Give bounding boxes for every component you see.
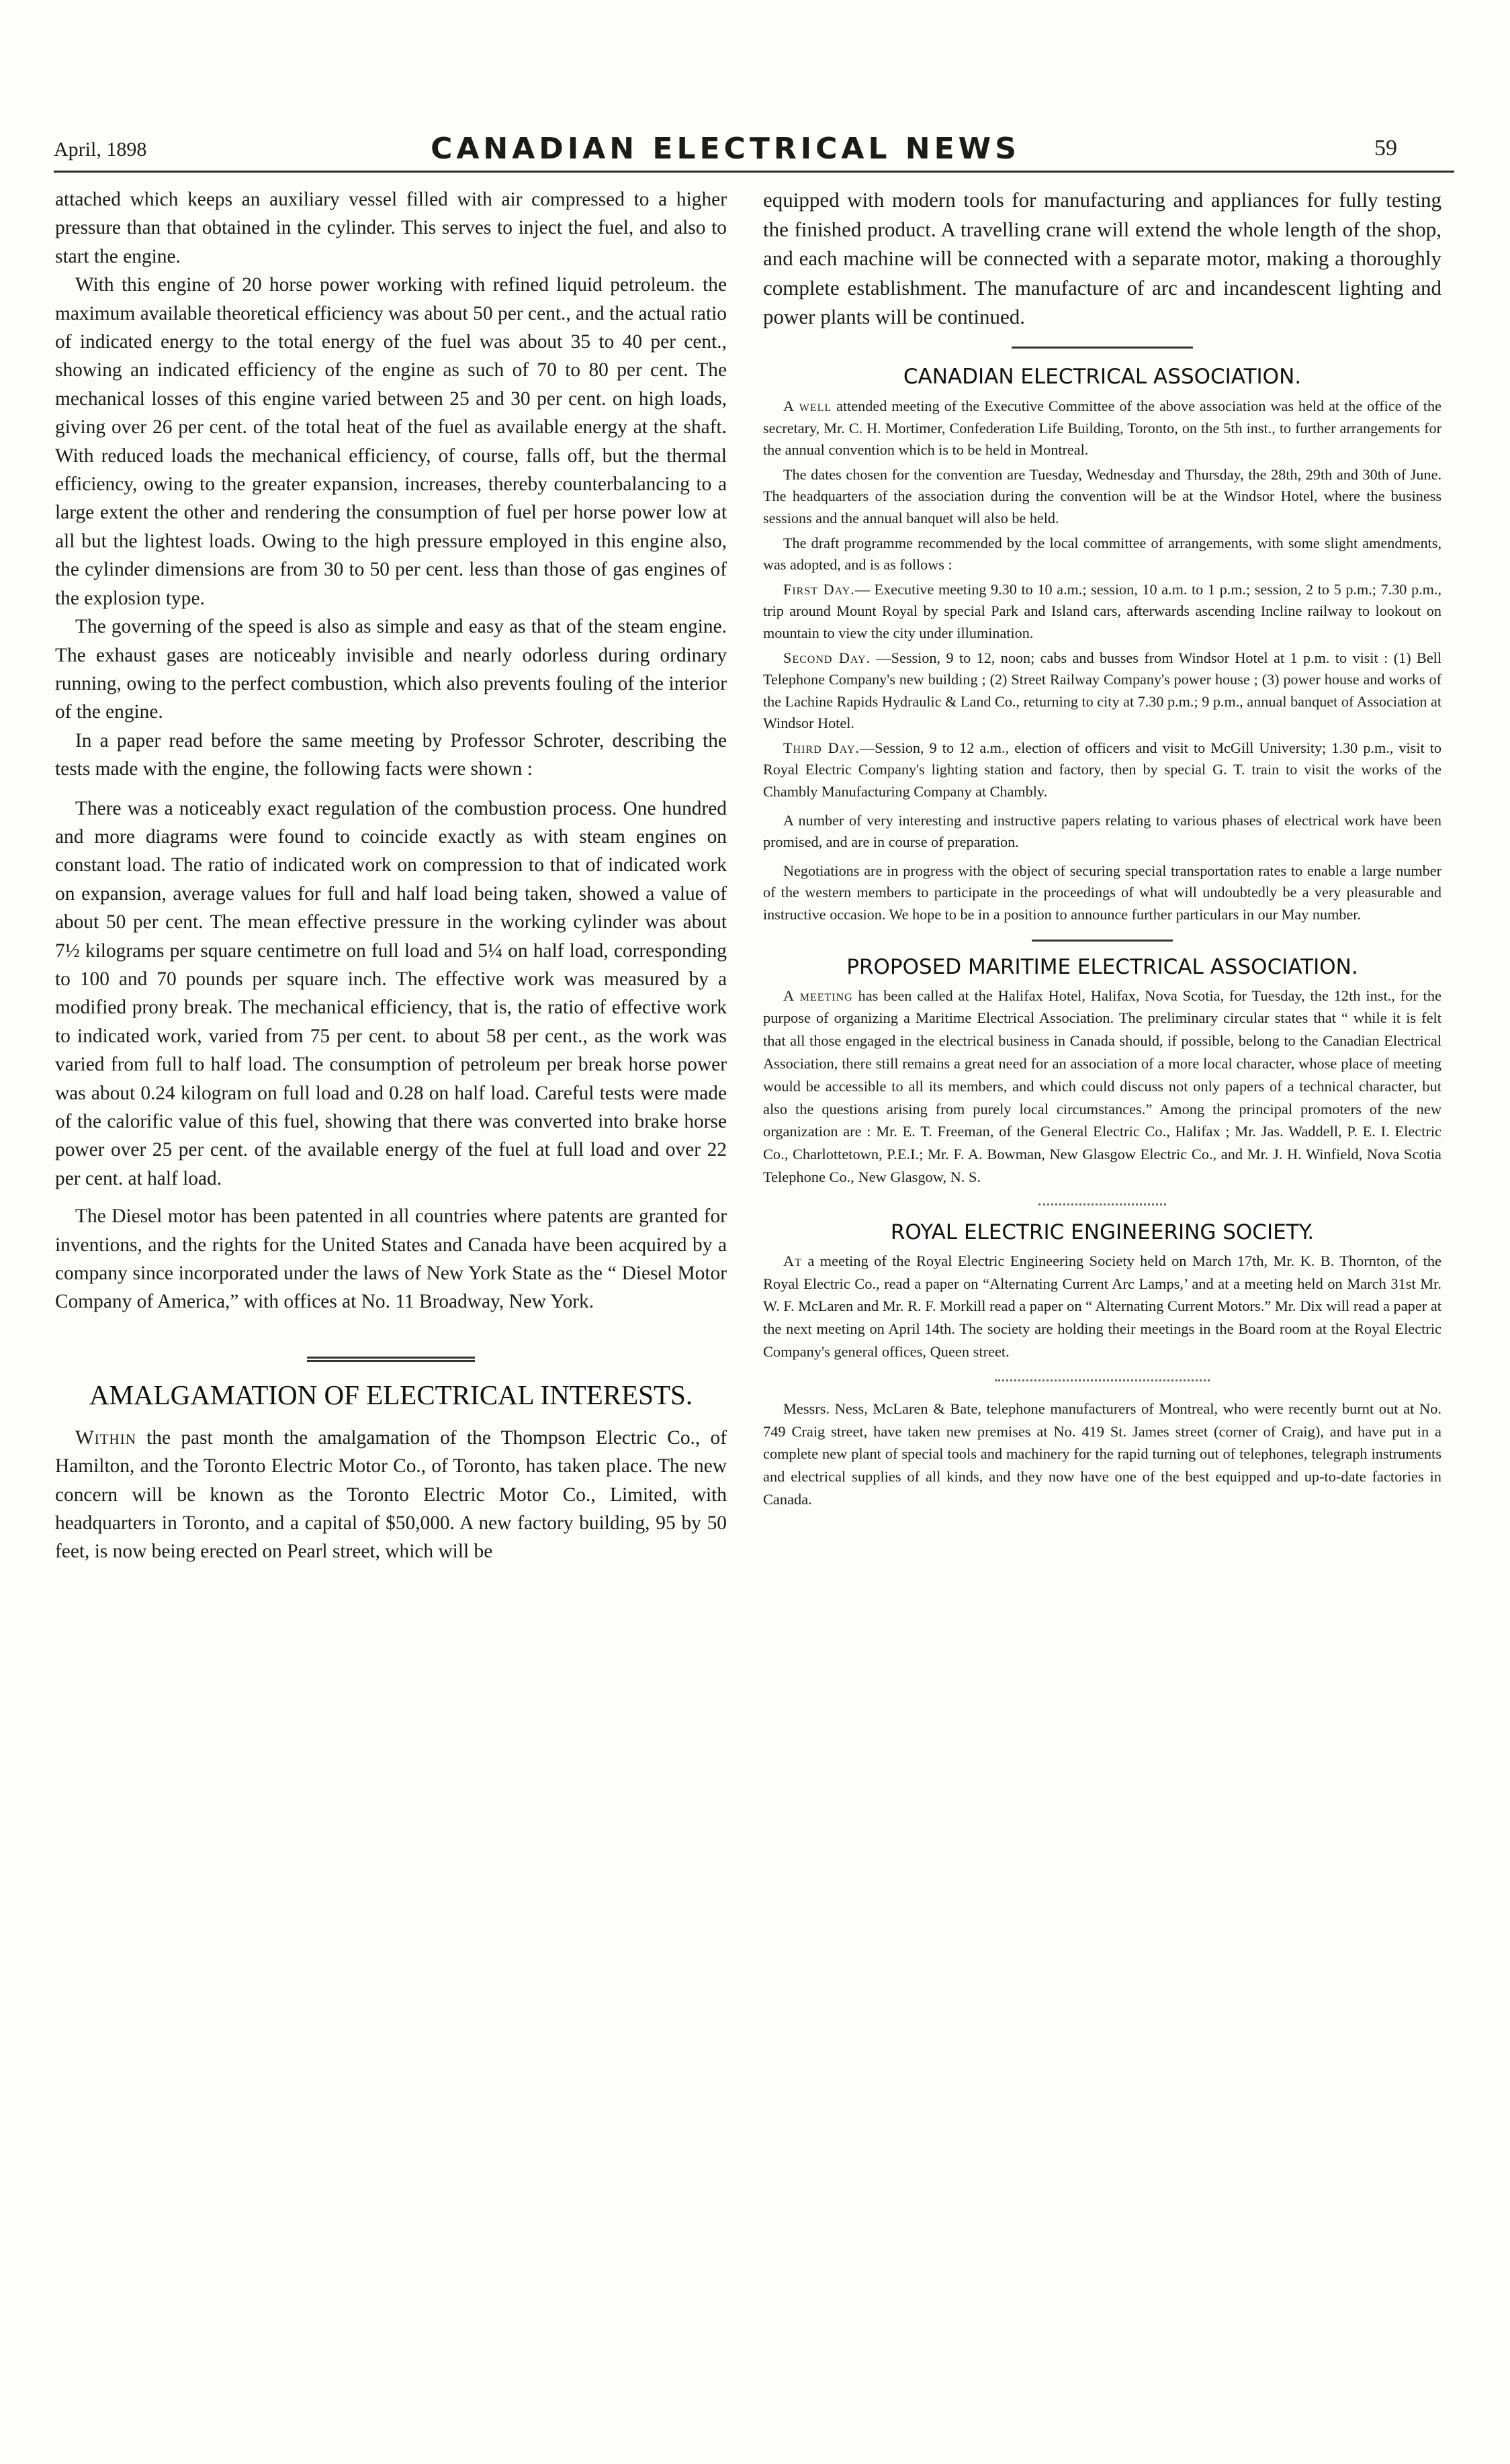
cea-first-day	[763, 579, 1441, 645]
royal-lead: At	[783, 1252, 802, 1269]
cea-paragraph-2: The dates chosen for the convention are Tuesday, Wednesday and Thursday, the 28th, 29th and 30th of June. The headquarters of the association during the convention will be at the Windsor Hotel, where the business sessions and the annual banquet will also be held.	[763, 465, 1441, 527]
first-day-text: — Executive meeting 9.30 to 10 a.m.; session, 10 a.m. to 1 p.m.; session, 2 to 5 p.m.; 7.30 p.m., trip around Mount Royal by special Park and Island cars, afterwards ascending Incline railway to lookout on mountain to view the city under illumination.	[763, 580, 1441, 641]
cea-lead: A well	[783, 397, 832, 414]
cea-paragraph-1	[763, 396, 1441, 461]
cea-paragraph-1-text: attended meeting of the Executive Committee of the above association was held at the office of the secretary, Mr. C. H. Mortimer, Confederation Life Building, Toronto, on the 5th inst., to further arrangements for the annual convention which is to be held in Montreal.	[763, 397, 1441, 459]
issue-date: April, 1898	[54, 138, 147, 161]
section-divider	[1012, 347, 1193, 349]
diesel-paragraph-3: The governing of the speed is also as simple and easy as that of the steam engine. The exhaust gases are noticeably invisible and nearly odorless during ordinary running, owing to the perfect combustion, which also prevents fouling of the interior of the engine.	[55, 616, 727, 723]
section-divider	[307, 1357, 475, 1362]
right-column	[763, 185, 1441, 1511]
schroter-quote: There was a noticeably exact regulation of the combustion process. One hundred and more diagrams were found to coincide exactly as with steam engines on constant load. The ratio of indicated work on compression to that of indicated work on expansion, average values for full and half load being taken, showed a value of about 50 per cent. The mean effective pressure in the working cylinder was about 7½ kilograms per square centimetre on full load and 5¼ on half load, corresponding to 100 and 70 pounds per square inch. The effective work was measured by a modified prony break. The mechanical efficiency, that is, the ratio of effective work to indicated work, varied from 75 per cent. to about 58 per cent., as the work was varied from full to half load. The consumption of petroleum per break horse power was about 0.24 kilogram on full load and 0.28 on half load. Careful tests were made of the calorific value of this fuel, showing that there was converted into brake horse power over 25 per cent. of the available energy of the fuel at full load and over 22 per cent. at half load.	[55, 797, 727, 1189]
maritime-heading: PROPOSED MARITIME ELECTRICAL ASSOCIATION.	[846, 954, 1358, 979]
second-day-text: —Session, 9 to 12, noon; cabs and busses from Windsor Hotel at 1 p.m. to visit : (1) Bell Telephone Company's new building ; (2) Street Railway Company's power house ; (3) power house and works of the Lachine Rapids Hydraulic & Land Co., returning to city at 7.30 p.m.; 9 p.m., annual banquet of Association at Windsor Hotel.	[763, 649, 1441, 732]
section-divider	[995, 1379, 1210, 1381]
diesel-paragraph-4: In a paper read before the same meeting by Professor Schroter, describing the tests made with the engine, the following facts were shown :	[55, 729, 727, 780]
section-divider	[1038, 1203, 1166, 1205]
maritime-lead: A meeting	[783, 987, 853, 1004]
diesel-paragraph-1: attached which keeps an auxiliary vessel filled with air compressed to a higher pressure than that obtained in the cylinder. This serves to inject the fuel, and also to start the engine.	[55, 189, 727, 267]
royal-paragraph	[763, 1250, 1441, 1363]
royal-heading: ROYAL ELECTRIC ENGINEERING SOCIETY.	[890, 1220, 1315, 1244]
amalgamation-lead: Within	[75, 1426, 136, 1449]
header-rule	[54, 171, 1454, 173]
royal-text: a meeting of the Royal Electric Engineering Society held on March 17th, Mr. K. B. Thornton, of the Royal Electric Co., read a paper on “Alternating Current Arc Lamps,’ and at a meeting held on March 31st Mr. W. F. McLaren and Mr. R. F. Morkill read a paper on “ Alternating Current Motors.” Mr. Dix will read a paper at the next meeting on April 14th. The society are holding their meetings in the Board room at the Royal Electric Company's general offices, Queen street.	[763, 1252, 1441, 1360]
left-column	[55, 185, 727, 1566]
ness-paragraph: Messrs. Ness, McLaren & Bate, telephone manufacturers of Montreal, who were recently burnt out at No. 749 Craig street, have taken new premises at No. 419 St. James street (corner of Craig), and have put in a complete new plant of special tools and machinery for the rapid turning out of telephones, telegraph instruments and electrical supplies of all kinds, and they now have one of the best equipped and up-to-date factories in Canada.	[763, 1400, 1441, 1508]
third-day-text: —Session, 9 to 12 a.m., election of officers and visit to McGill University; 1.30 p.m., visit to Royal Electric Company's lighting station and factory, then by special G. T. train to visit the works of the Chambly Manufacturing Company at Chambly.	[763, 739, 1441, 801]
running-head	[54, 132, 1397, 168]
amalgamation-heading: AMALGAMATION OF ELECTRICAL INTERESTS.	[89, 1379, 693, 1410]
amalgamation-text: the past month the amalgamation of the Thompson Electric Co., of Hamilton, and the Toronto Electric Motor Co., of Toronto, has taken place. The new concern will be known as the Toronto Electric Motor Co., Limited, with headquarters in Toronto, and a capital of $50,000. A new factory building, 95 by 50 feet, is now being erected on Pearl street, which will be	[55, 1426, 727, 1563]
amalgamation-continuation: equipped with modern tools for manufacturing and appliances for fully testing the finished product. A travelling crane will extend the whole length of the shop, and each machine will be connected with a separate motor, making a thoroughly complete establishment. The manufacture of arc and incandescent lighting and power plants will be continued.	[763, 188, 1441, 329]
page-number: 59	[1374, 136, 1397, 161]
publication-title: CANADIAN ELECTRICAL NEWS	[431, 132, 1020, 166]
cea-second-day	[763, 647, 1441, 735]
cea-third-day	[763, 737, 1441, 803]
cea-paragraph-3: The draft programme recommended by the local committee of arrangements, with some slight amendments, was adopted, and is as follows :	[763, 534, 1441, 574]
first-day-label: First Day.	[783, 580, 855, 598]
amalgamation-paragraph	[55, 1424, 727, 1566]
maritime-text: has been called at the Halifax Hotel, Halifax, Nova Scotia, for Tuesday, the 12th inst., for the purpose of organizing a Maritime Electrical Association. The preliminary circular states that “ while it is felt that all those engaged in the electrical business in Canada should, if possible, belong to the Canadian Electrical Association, there still remains a great need for an association of a more local character, whose place of meeting would be accessible to all its members, and which could discuss not only papers of a technical character, but also the questions arising from purely local circumstances.” Among the principal promoters of the new organization are : Mr. E. T. Freeman, of the General Electric Co., Halifax ; Mr. Jas. Waddell, P. E. I. Electric Co., Charlottetown, P.E.I.; Mr. F. A. Bowman, New Glasgow Electric Co., and Mr. J. H. Winfield, Nova Scotia Telephone Co., New Glasgow, N. S.	[763, 987, 1441, 1185]
diesel-patent-paragraph: The Diesel motor has been patented in all countries where patents are granted for inventions, and the rights for the United States and Canada have been acquired by a company since incorporated under the laws of New York State as the “ Diesel Motor Company of America,” with offices at No. 11 Broadway, New York.	[55, 1205, 727, 1313]
section-divider	[1032, 940, 1173, 942]
cea-paragraph-5: Negotiations are in progress with the object of securing special transportation rates to enable a large number of the western members to participate in the proceedings of what will undoubtedly be a very pleasurable and instructive occasion. We hope to be in a position to announce further particulars in our May number.	[763, 862, 1441, 923]
cea-heading: CANADIAN ELECTRICAL ASSOCIATION.	[903, 364, 1302, 389]
third-day-label: Third Day.	[783, 739, 860, 756]
second-day-label: Second Day.	[783, 649, 871, 666]
maritime-paragraph	[763, 985, 1441, 1189]
cea-paragraph-4: A number of very interesting and instructive papers relating to various phases of electrical work have been promised, and are in course of preparation.	[763, 811, 1441, 851]
diesel-paragraph-2: With this engine of 20 horse power working with refined liquid petroleum. the maximum available theoretical efficiency was about 50 per cent., and the actual ratio of indicated energy to the total energy of the fuel was about 35 to 40 per cent., showing an indicated efficiency of the engine as such of 70 to 80 per cent. The mechanical losses of this engine varied between 25 and 30 per cent. on high loads, giving over 26 per cent. of the total heat of the fuel as available energy at the shaft. With reduced loads the mechanical efficiency, of course, falls off, but the thermal efficiency, owing to the greater expansion, increases, thereby counterbalancing to a large extent the other and rendering the consumption of fuel per horse power low at all but the lightest loads. Owing to the high pressure employed in this engine also, the cylinder dimensions are from 30 to 50 per cent. less than those of gas engines of the explosion type.	[55, 274, 727, 609]
